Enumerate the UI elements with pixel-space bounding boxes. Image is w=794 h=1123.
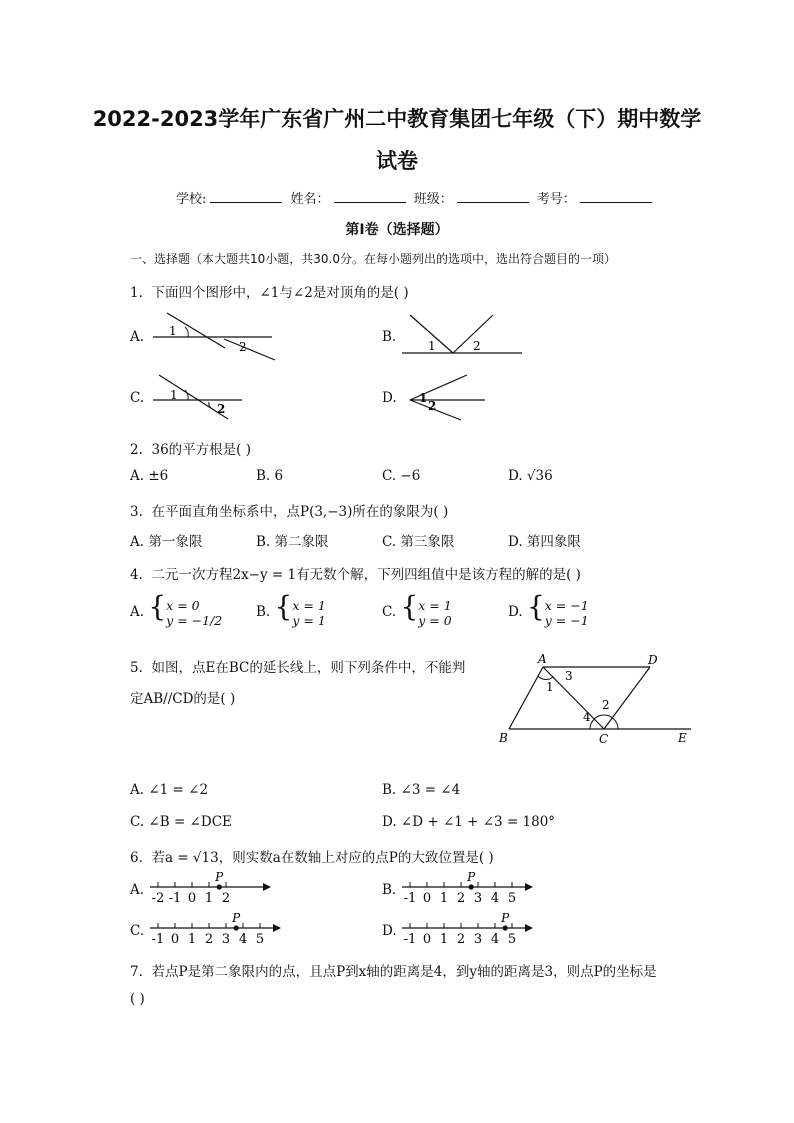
q1b-label-1: 1 [428,339,436,353]
axis-tick-label: -1 [151,932,165,946]
point-p [234,925,239,930]
q5-label-3: 3 [565,669,573,683]
q1-option-a[interactable]: A. [130,329,145,345]
info-line [176,188,656,207]
q1-option-c[interactable]: C. [130,390,145,406]
q5-stem-line2: 定AB//CD的是( ) [130,691,236,707]
q1-figure-d [405,372,495,424]
school-label: 学校: [176,192,207,207]
point-p [469,884,474,889]
axis-tick-label: 3 [221,932,231,946]
q6-option-c[interactable]: C. [130,923,145,939]
q1d-label-2: 2 [428,399,437,413]
q3-option-b[interactable]: B. 第二象限 [256,534,329,550]
axis-tick-label: -1 [403,932,417,946]
q7-stem-line2: ( ) [130,991,145,1007]
q6-option-d[interactable]: D. [382,923,397,939]
axis-tick-label: 3 [473,932,483,946]
axis-tick-label: 5 [507,891,517,905]
q6-numberline-c [148,908,283,946]
exam-no-label: 考号： [536,192,576,207]
q6-numberline-a [148,867,273,905]
point-p-label: P [232,911,241,925]
q4d-system: x = −1 y = −1 [544,597,589,628]
class-label: 班级： [413,192,453,207]
q5-label-e: E [678,731,687,745]
axis-arrow [525,924,533,932]
point-p-label: P [467,870,476,884]
q6-stem: 6. 若a = √13，则实数a在数轴上对应的点P的大致位置是( ) [130,850,494,866]
axis-tick-label: 2 [456,891,466,905]
q6-option-a[interactable]: A. [130,882,145,898]
q4b-system: x = 1 y = 1 [292,597,326,628]
q1-figure-c [150,372,250,422]
axis-arrow [263,883,271,891]
q4-stem: 4. 二元一次方程2x−y = 1有无数个解，下列四组值中是该方程的解的是( ) [130,567,581,583]
q5-label-1: 1 [546,680,554,694]
q2-stem: 2. 36的平方根是( ) [130,442,251,458]
q6-option-b[interactable]: B. [382,882,397,898]
q1a-label-2: 2 [239,340,247,354]
q3-option-a[interactable]: A. 第一象限 [130,534,203,550]
q5-label-4: 4 [583,710,591,724]
q1c-label-1: 1 [170,388,178,402]
axis-tick-label: 1 [439,932,449,946]
axis-tick-label: 0 [187,891,197,905]
axis-tick-label: 2 [456,932,466,946]
name-blank[interactable] [334,191,406,203]
point-p-label: P [501,911,510,925]
axis-tick-label: 4 [490,932,500,946]
q3-option-d[interactable]: D. 第四象限 [508,534,581,550]
q1-figure-a [150,310,280,362]
point-p [503,925,508,930]
axis-tick-label: 5 [255,932,265,946]
q1-option-d[interactable]: D. [382,390,397,406]
axis-tick-label: 0 [422,891,432,905]
q5-label-b: B [499,731,508,745]
q5-option-d[interactable]: D. ∠D + ∠1 + ∠3 = 180° [382,814,556,830]
q4-option-c[interactable]: C. {x = 1 y = 0 [382,590,452,628]
axis-tick-label: 5 [507,932,517,946]
axis-tick-label: 1 [187,932,197,946]
q2-option-c[interactable]: C. −6 [382,468,421,484]
q5-option-c[interactable]: C. ∠B = ∠DCE [130,814,232,830]
axis-arrow [273,924,281,932]
q1-figure-b [400,312,525,358]
q6-numberline-d [400,908,535,946]
axis-tick-label: 1 [439,891,449,905]
name-label: 姓名： [290,192,330,207]
part-title: 第I卷（选择题） [345,222,449,238]
class-blank[interactable] [457,191,529,203]
axis-tick-label: -2 [151,891,165,905]
q5-label-c: C [599,732,609,746]
q1a-label-1: 1 [169,324,177,338]
q3-option-c[interactable]: C. 第三象限 [382,534,455,550]
q2-option-d[interactable]: D. √36 [508,468,553,484]
axis-tick-label: 3 [473,891,483,905]
point-p [217,884,222,889]
q4-option-b[interactable]: B. {x = 1 y = 1 [256,590,326,628]
q4c-system: x = 1 y = 0 [418,597,452,628]
q1-option-b[interactable]: B. [382,329,397,345]
q6-numberline-b [400,867,535,905]
axis-tick-label: -1 [403,891,417,905]
school-blank[interactable] [210,191,282,203]
axis-tick-label: -1 [168,891,182,905]
axis-tick-label: 4 [490,891,500,905]
q1-stem: 1. 下面四个图形中，∠1与∠2是对顶角的是( ) [130,285,409,301]
axis-tick-label: 4 [238,932,248,946]
q5-label-d: D [648,653,658,667]
q5-option-b[interactable]: B. ∠3 = ∠4 [382,782,461,798]
q4-option-d[interactable]: D. {x = −1 y = −1 [508,590,589,628]
exam-title-line2: 试卷 [376,149,418,173]
q5-label-2: 2 [602,698,610,712]
q1c-label-2: 2 [217,402,226,416]
q4-option-a[interactable]: A. {x = 0 y = −1/2 [130,590,223,628]
section-title: 一、选择题（本大题共10小题，共30.0分。在每小题列出的选项中，选出符合题目的一项） [130,252,616,266]
q1d-label-1: 1 [419,391,428,405]
axis-tick-label: 1 [204,891,214,905]
axis-tick-label: 2 [204,932,214,946]
q3-stem: 3. 在平面直角坐标系中，点P(3,−3)所在的象限为( ) [130,504,449,520]
exam-no-blank[interactable] [580,191,652,203]
axis-tick-label: 0 [170,932,180,946]
exam-title-line1: 2022-2023学年广东省广州二中教育集团七年级（下）期中数学 [92,107,702,131]
q4a-system: x = 0 y = −1/2 [166,597,223,628]
q7-stem: 7. 若点P是第二象限内的点，且点P到x轴的距离是4，到y轴的距离是3，则点P的坐标是 [130,964,657,980]
axis-arrow [525,883,533,891]
q2-option-b[interactable]: B. 6 [256,468,284,484]
axis-tick-label: 0 [422,932,432,946]
axis-tick-label: 2 [221,891,231,905]
q2-option-a[interactable]: A. ±6 [130,468,169,484]
q1b-label-2: 2 [473,339,481,353]
q5-figure [495,650,700,750]
q5-stem-line1: 5. 如图，点E在BC的延长线上，则下列条件中，不能判 [130,660,466,676]
point-p-label: P [215,870,224,884]
q5-option-a[interactable]: A. ∠1 = ∠2 [130,782,209,798]
q5-label-a: A [538,652,547,666]
